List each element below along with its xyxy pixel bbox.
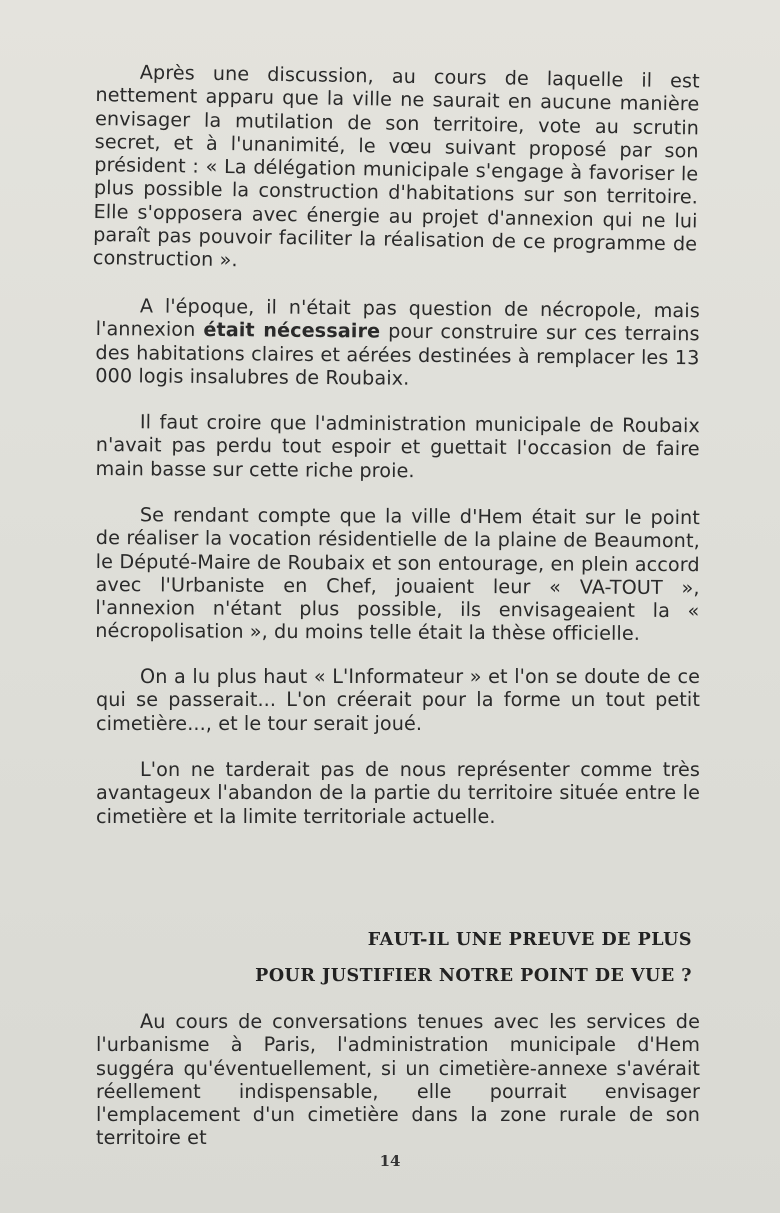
paragraph-text: L'on ne tarderait pas de nous représenter comme très avantageux l'abandon de la partie du territoire située entre le cimetière et la limite territoriale actuelle.	[96, 758, 700, 828]
paragraph-text	[95, 294, 700, 392]
section-heading-line-1: FAUT-IL UNE PREUVE DE PLUS	[367, 930, 692, 950]
section-heading-line-2: POUR JUSTIFIER NOTRE POINT DE VUE ?	[255, 966, 692, 986]
paragraph-va-tout	[95, 503, 700, 646]
paragraph-discussion	[93, 60, 700, 279]
paragraph-text-part: pour construire sur ces terrains des habitations claires et aérées destinées à remplacer les 13 000 logis insalubres de Roubaix.	[95, 319, 700, 390]
paragraph-text: Il faut croire que l'administration municipale de Roubaix n'avait pas perdu tout espoir et guettait l'occasion de faire main basse sur cette riche proie.	[95, 410, 700, 482]
paragraph-text-part: A l'époque, il n'était pas question de nécropole, mais l'annexion	[95, 294, 700, 342]
paragraph-administration	[96, 410, 700, 484]
paragraph-text: Après une discussion, au cours de laquelle il est nettement apparu que la ville ne saurait en aucune manière envisager la mutilation de son territoire, vote au scrutin secret, et à l'unanimité, le vœu suivant proposé par son président : « La délégation municipale s'engage à favoriser le plus possible la construction d'habitations sur son territoire. Elle s'opposera avec énergie au projet d'annexion qui ne lui paraît pas pouvoir faciliter la réalisation de ce programme de construction ».	[92, 60, 700, 272]
paragraph-abandon	[96, 758, 700, 828]
paragraph-necropole	[95, 294, 700, 392]
page-number: 14	[379, 1152, 401, 1170]
emphasis-text: était nécessaire	[203, 318, 381, 343]
paragraph-urbanisme	[96, 1010, 700, 1150]
paragraph-text: Se rendant compte que la ville d'Hem était sur le point de réaliser la vocation résidentielle de la plaine de Beaumont, le Député-Maire de Roubaix et son entourage, en plein accord avec l'Urbaniste en Chef, jouaient leur « VA-TOUT », l'annexion n'étant plus possible, ils envisageaient la « nécropolisation », du moins telle était la thèse officielle.	[95, 503, 700, 646]
paragraph-informateur	[96, 665, 700, 735]
paragraph-text: Au cours de conversations tenues avec les services de l'urbanisme à Paris, l'administration municipale d'Hem suggéra qu'éventuellement, si un cimetière-annexe s'avérait réellement indispensable, elle pourrait envisager l'emplacement d'un cimetière dans la zone rurale de son territoire et	[96, 1010, 700, 1150]
paragraph-text: On a lu plus haut « L'Informateur » et l'on se doute de ce qui se passerait... L'on créerait pour la forme un tout petit cimetière..., et le tour serait joué.	[96, 665, 700, 735]
